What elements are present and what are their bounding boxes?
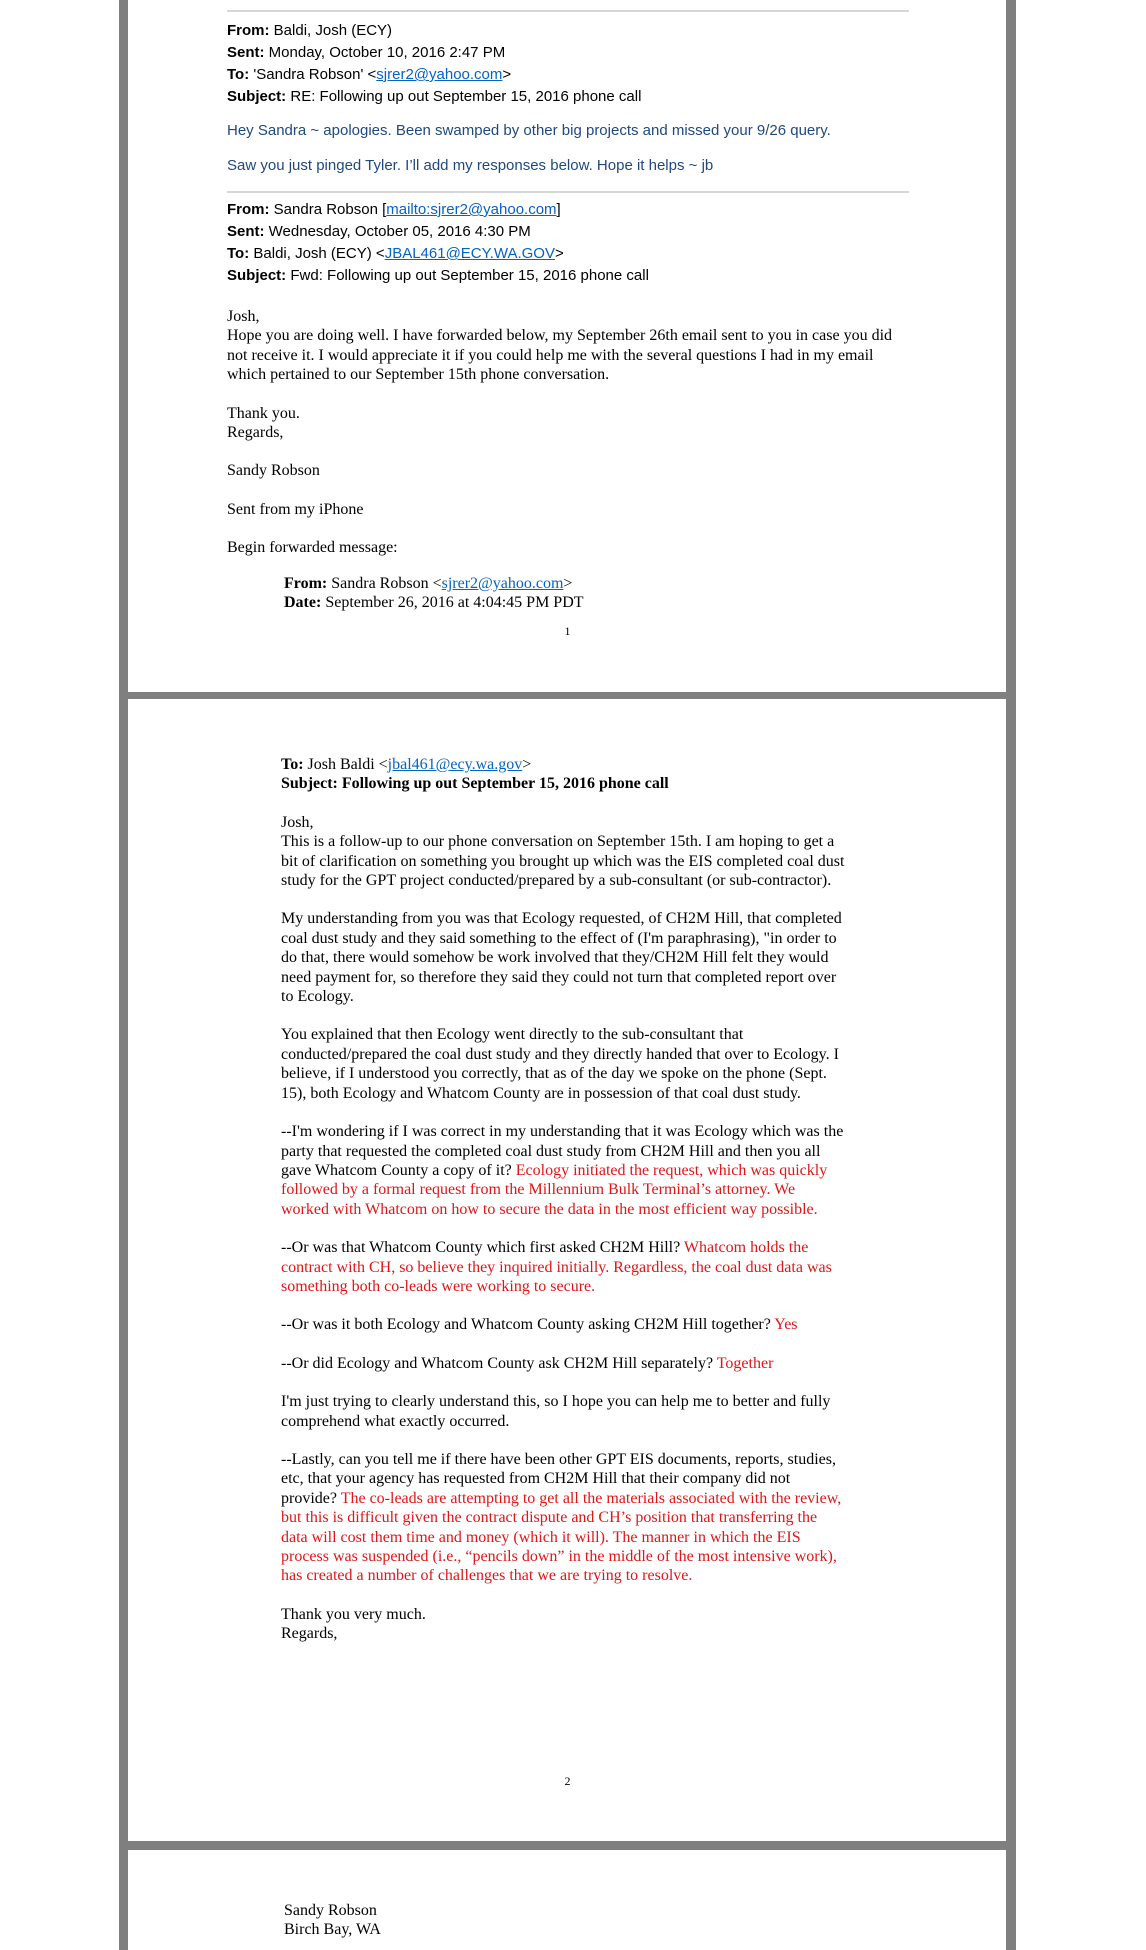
fwd-date-line — [284, 593, 909, 612]
subject-value: RE: Following up out September 15, 2016 phone call — [286, 88, 642, 105]
response-text-red: Yes — [774, 1316, 798, 1334]
email-link-jbal461[interactable]: jbal461@ecy.wa.gov — [387, 756, 523, 773]
header-sent-line — [227, 221, 909, 243]
mailto-link-sjrer2[interactable]: mailto:sjrer2@yahoo.com — [386, 201, 557, 218]
paragraph — [281, 813, 846, 891]
signature-name: Sandy Robson — [227, 462, 320, 480]
email-link-jbal461[interactable]: JBAL461@ECY.WA.GOV — [384, 245, 555, 262]
body-paragraph: Hope you are doing well. I have forwarded below, my September 26th email sent to you in case you did not receive it. I would appreciate it if you could help me with the several questions I had in my email which pertained to our September 15th phone conversation. — [227, 327, 893, 384]
from-value: Baldi, Josh (ECY) — [269, 22, 393, 39]
to-suffix: > — [522, 756, 532, 773]
email-link-sjrer2[interactable]: sjrer2@yahoo.com — [376, 66, 503, 83]
page-2-body — [281, 813, 846, 1644]
paragraph — [281, 1238, 846, 1296]
from-label: From: — [227, 201, 270, 218]
response-text-red: Whatcom holds the contract with CH, so believe they inquired initially. Regardless, the coal dust data was something both co-leads were working to secure. — [281, 1239, 832, 1295]
page-number-1: 1 — [564, 624, 571, 638]
paragraph — [281, 1450, 846, 1586]
fwd-from-line — [284, 574, 909, 593]
from-prefix: Sandra Robson [ — [269, 201, 387, 218]
signature-name: Sandy Robson — [284, 1902, 377, 1919]
question-text: Thank you very much. — [281, 1605, 426, 1623]
paragraph — [281, 1122, 846, 1219]
regards-line: Regards, — [227, 424, 284, 442]
page-separator-1 — [119, 692, 1016, 699]
response-text-red: Ecology initiated the request, which was quickly followed by a formal request from the Millennium Bulk Terminal’s attorney. We worked with Whatcom on how to secure the data in the most efficient way possible. — [281, 1161, 828, 1218]
sent-from-iphone: Sent from my iPhone — [227, 500, 364, 518]
from-suffix: ] — [556, 201, 561, 218]
email-divider-rule-top — [227, 10, 909, 12]
header-to-line — [227, 243, 909, 265]
question-text: --Or was that Whatcom County which first asked CH2M Hill? — [281, 1239, 684, 1257]
question-text: Josh, — [281, 813, 314, 831]
question-text: My understanding from you was that Ecology requested, of CH2M Hill, that completed coal dust study and they said something to the effect of (I'm paraphrasing), "in order to do that, there would somehow be work involved that they/CH2M Hill felt they would need payment for, so therefore they said they could not turn that completed report over to Ecology. — [281, 910, 842, 1006]
email-header-forwarded — [227, 199, 909, 287]
to-label: To: — [227, 66, 250, 83]
paragraph — [281, 1605, 846, 1644]
page-3 — [284, 1901, 849, 1940]
question-text: --Lastly, can you tell me if there have been other GPT EIS documents, reports, studies, etc, that your agency has requested from CH2M Hill that their company did not provide? — [281, 1450, 836, 1507]
email-header-reply — [227, 20, 909, 108]
sent-value: Wednesday, October 05, 2016 4:30 PM — [264, 223, 531, 240]
page-2-email-header — [281, 755, 846, 794]
from-label: From: — [227, 22, 270, 39]
paragraph — [281, 1315, 846, 1334]
forwarded-message-header — [284, 574, 909, 613]
to-suffix: > — [554, 245, 564, 262]
question-text: --I'm wondering if I was correct in my understanding that it was Ecology which was the party that requested the completed coal dust study from CH2M Hill and then you all gave Whatcom County a copy of it? — [281, 1123, 844, 1179]
sent-label: Sent: — [227, 44, 265, 61]
salutation: Josh, — [227, 308, 260, 325]
date-label: Date: — [284, 594, 322, 612]
question-text: I'm just trying to clearly understand this, so I hope you can help me to better and fully comprehend what exactly occurred. — [281, 1393, 831, 1430]
page-1 — [227, 0, 909, 612]
to-prefix: Josh Baldi < — [303, 756, 388, 773]
email-link-sjrer2[interactable]: sjrer2@yahoo.com — [441, 574, 564, 592]
thanks-line: Thank you. — [227, 404, 300, 422]
page-right-border — [1006, 0, 1016, 1950]
page-number-2: 2 — [564, 1774, 571, 1788]
question-text: --Or was it both Ecology and Whatcom County asking CH2M Hill together? — [281, 1316, 775, 1334]
response-text-red: Together — [716, 1354, 774, 1372]
page-2 — [281, 700, 846, 1644]
sent-label: Sent: — [227, 223, 265, 240]
from-label: From: — [284, 574, 328, 592]
question-text: --Or did Ecology and Whatcom County ask CH2M Hill separately? — [281, 1354, 717, 1372]
paragraph — [281, 909, 846, 1006]
reply-note-line-2: Saw you just pinged Tyler. I’ll add my responses below. Hope it helps ~ jb — [227, 157, 714, 174]
header-from-line — [227, 199, 909, 221]
subject-label: Subject: — [227, 88, 287, 105]
to-label: To: — [281, 756, 304, 773]
page-separator-2 — [119, 1841, 1016, 1850]
date-value: September 26, 2016 at 4:04:45 PM PDT — [321, 594, 584, 612]
question-text: You explained that then Ecology went directly to the sub-consultant that conducted/prepared the coal dust study and they directly handed that over to Ecology. I believe, if I understood you correctly, that as of the day we spoke on the phone (Sept. 15), both Ecology and Whatcom County are in possession of that coal dust study. — [281, 1026, 839, 1102]
header-subject-line — [227, 265, 909, 287]
header-to-line — [281, 755, 846, 774]
closing-block — [227, 404, 909, 443]
to-suffix: > — [502, 66, 512, 83]
header-sent-line — [227, 42, 909, 64]
header-subject-line — [227, 86, 909, 108]
paragraph — [281, 1025, 846, 1103]
to-prefix: 'Sandra Robson' < — [249, 66, 377, 83]
email-divider-rule-middle — [227, 191, 909, 193]
subject-bold: Subject: Following up out September 15, 2016 phone call — [281, 775, 669, 793]
page-2-content — [281, 700, 846, 1644]
paragraph — [281, 1392, 846, 1431]
question-text: Regards, — [281, 1625, 338, 1643]
question-text: This is a follow-up to our phone conversation on September 15th. I am hoping to get a bit of clarification on something you brought up which was the EIS completed coal dust study for the GPT project conducted/prepared by a sub-consultant (or sub-contractor). — [281, 833, 845, 890]
header-subject-line — [281, 774, 846, 793]
signature-location: Birch Bay, WA — [284, 1921, 381, 1939]
subject-label: Subject: — [227, 267, 287, 284]
from-prefix: Sandra Robson < — [327, 574, 442, 592]
from-suffix: > — [563, 574, 573, 592]
reply-note-line-1: Hey Sandra ~ apologies. Been swamped by other big projects and missed your 9/26 query. — [227, 122, 831, 139]
body-block — [227, 307, 909, 385]
response-text-red: The co-leads are attempting to get all the materials associated with the review, but this is difficult given the contract dispute and CH’s position that transferring the data will cost them time and money (which it will). The manner in which the EIS process was suspended (i.e., “pencils down” in the middle of the most intensive work), has created a number of challenges that we are trying to resolve. — [281, 1489, 842, 1585]
page-left-border — [119, 0, 128, 1950]
to-prefix: Baldi, Josh (ECY) < — [249, 245, 385, 262]
sent-value: Monday, October 10, 2016 2:47 PM — [264, 44, 506, 61]
begin-forwarded-message: Begin forwarded message: — [227, 539, 398, 557]
header-to-line — [227, 64, 909, 86]
to-label: To: — [227, 245, 250, 262]
header-from-line — [227, 20, 909, 42]
subject-value: Fwd: Following up out September 15, 2016 phone call — [286, 267, 649, 284]
paragraph — [281, 1354, 846, 1373]
